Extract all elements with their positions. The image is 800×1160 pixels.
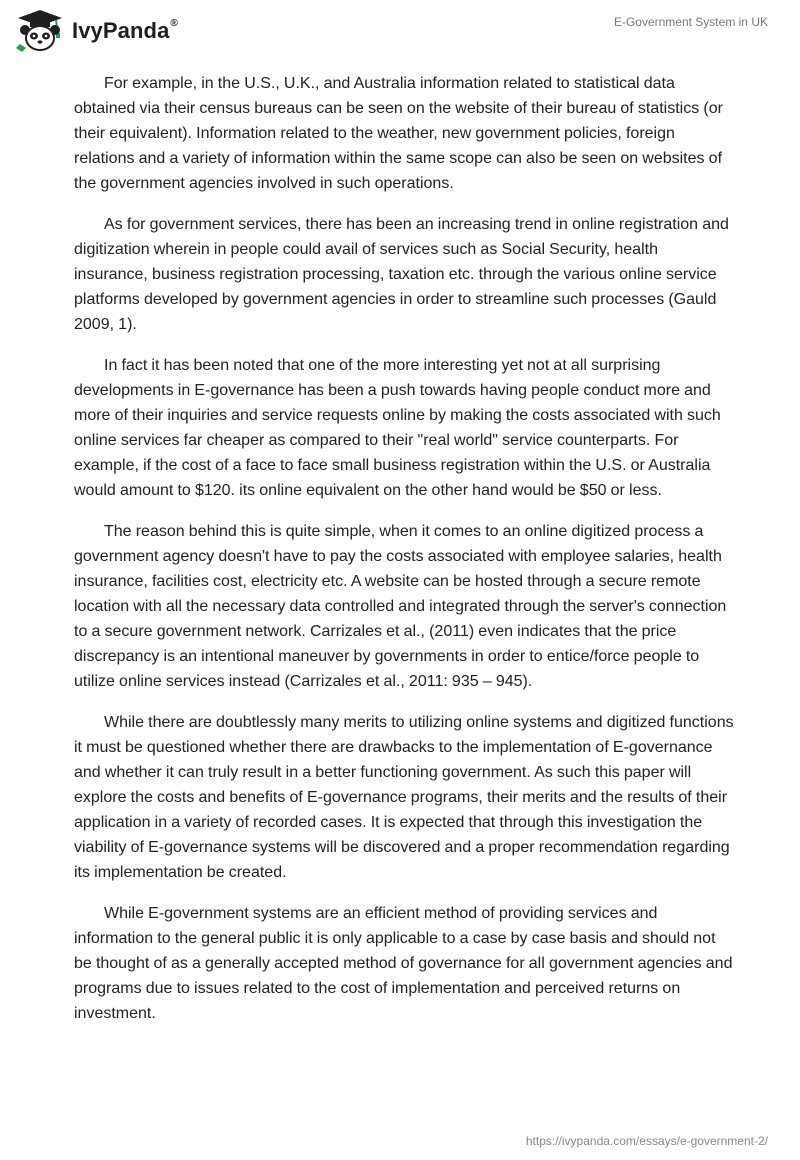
essay-body	[74, 71, 734, 1042]
paragraph: For example, in the U.S., U.K., and Australia information related to statistical data obtained via their census bureaus can be seen on the website of their bureau of statistics (or their equivalent). Information related to the weather, new government policies, foreign relations and a variety of information within the same scope can also be seen on websites of the government agencies involved in such operations.	[74, 75, 723, 192]
paragraph: While there are doubtlessly many merits to utilizing online systems and digitized functions it must be questioned whether there are drawbacks to the implementation of E-governance and whether it can truly result in a better functioning government. As such this paper will explore the costs and benefits of E-governance programs, their merits and the results of their application in a variety of recorded cases. It is expected that through this investigation the viability of E-governance systems will be discovered and a proper recommendation regarding its implementation be created.	[74, 714, 734, 881]
paragraph: While E-government systems are an efficient method of providing services and information to the general public it is only applicable to a case by case basis and should not be thought of as a generally accepted method of governance for all government agencies and programs due to issues related to the cost of implementation and perceived returns on investment.	[74, 905, 733, 1022]
brand-name: IvyPanda®	[72, 17, 178, 43]
document-title: E-Government System in UK	[613, 15, 768, 29]
paragraph: The reason behind this is quite simple, when it comes to an online digitized process a government agency doesn't have to pay the costs associated with employee salaries, health insurance, facilities cost, electricity etc. A website can be hosted through a secure remote location with all the necessary data controlled and integrated through the server's connection to a secure government network. Carrizales et al., (2011) even indicates that the price discrepancy is an intentional maneuver by governments in order to entice/force people to utilize online services instead (Carrizales et al., 2011: 935 – 945).	[74, 523, 727, 690]
ivypanda-logo[interactable]	[12, 8, 178, 52]
paragraph: In fact it has been noted that one of the more interesting yet not at all surprising developments in E-governance has been a push towards having people conduct more and more of their inquiries and service requests online by making the costs associated with such online services far cheaper as compared to their "real world" service counterparts. For example, if the cost of a face to face small business registration within the U.S. or Australia would amount to $120. its online equivalent on the other hand would be $50 or less.	[74, 357, 721, 499]
panda-graduation-cap-icon	[12, 8, 68, 52]
source-url[interactable]: https://ivypanda.com/essays/e-government-2/	[525, 1134, 768, 1148]
paragraph: As for government services, there has been an increasing trend in online registration and digitization wherein in people could avail of services such as Social Security, health insurance, business registration processing, taxation etc. through the various online service platforms developed by government agencies in order to streamline such processes (Gauld 2009, 1).	[74, 216, 729, 333]
page-header	[0, 0, 800, 60]
registered-mark: ®	[170, 17, 178, 29]
